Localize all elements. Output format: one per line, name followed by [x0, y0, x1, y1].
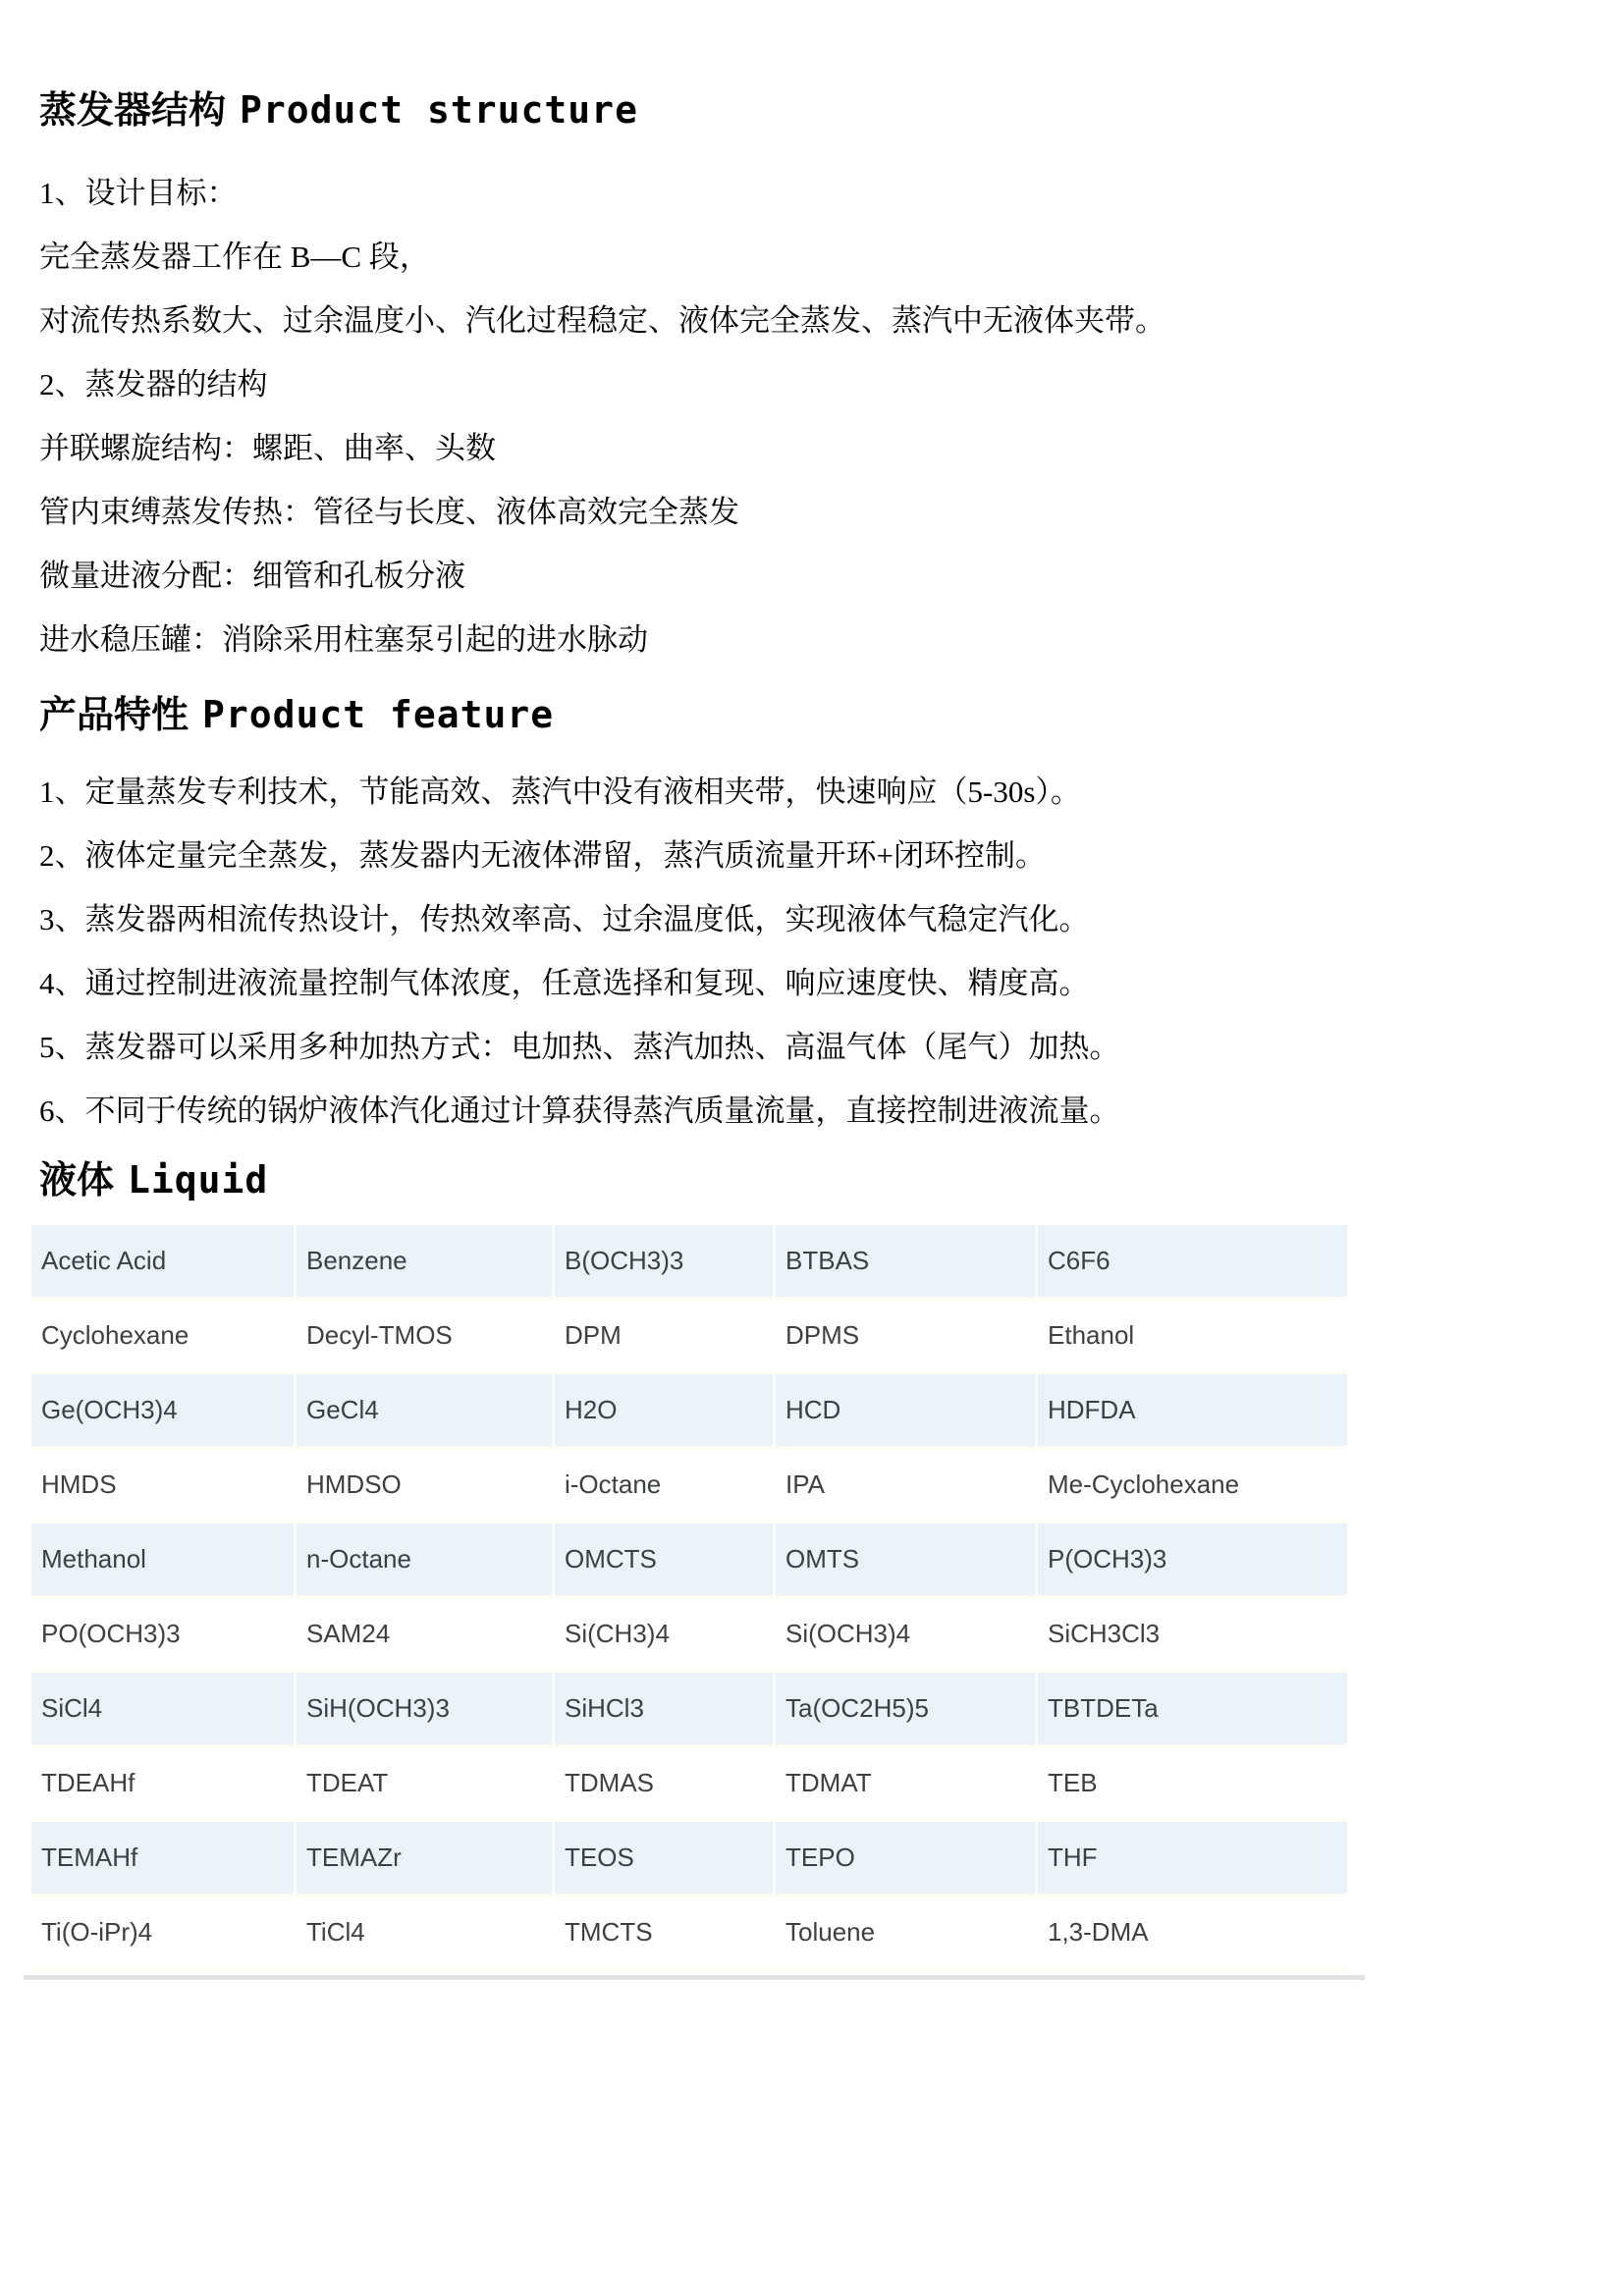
- table-cell: C6F6: [1035, 1225, 1347, 1300]
- table-cell: 1,3-DMA: [1035, 1896, 1347, 1971]
- table-cell: TBTDETa: [1035, 1673, 1347, 1747]
- table-cell: Ta(OC2H5)5: [773, 1673, 1035, 1747]
- table-cell: OMCTS: [552, 1523, 773, 1598]
- table-cell: Benzene: [294, 1225, 552, 1300]
- table-cell: TEPO: [773, 1822, 1035, 1896]
- paragraph-structure-title: 2、蒸发器的结构: [39, 367, 268, 401]
- table-cell: SAM24: [294, 1598, 552, 1673]
- table-cell: Me-Cyclohexane: [1035, 1449, 1347, 1523]
- table-cell: TiCl4: [294, 1896, 552, 1971]
- table-cell: P(OCH3)3: [1035, 1523, 1347, 1598]
- paragraph-tube-heat: 管内束缚蒸发传热：管径与长度、液体高效完全蒸发: [39, 495, 739, 529]
- table-cell: Decyl-TMOS: [294, 1300, 552, 1374]
- table-cell: THF: [1035, 1822, 1347, 1896]
- table-cell: HMDSO: [294, 1449, 552, 1523]
- table-cell: TDMAT: [773, 1747, 1035, 1822]
- table-cell: Acetic Acid: [31, 1225, 294, 1300]
- table-row: [31, 1896, 1347, 1971]
- table-row: [31, 1300, 1347, 1374]
- table-cell: Ge(OCH3)4: [31, 1374, 294, 1449]
- paragraph-goal-details: 对流传热系数大、过余温度小、汽化过程稳定、液体完全蒸发、蒸汽中无液体夹带。: [39, 303, 1165, 338]
- paragraph-spiral: 并联螺旋结构：螺距、曲率、头数: [39, 431, 496, 465]
- table-cell: Ethanol: [1035, 1300, 1347, 1374]
- feature-item-6: 6、不同于传统的锅炉液体汽化通过计算获得蒸汽质量流量，直接控制进液流量。: [39, 1094, 1120, 1128]
- liquid-heading-latin: Liquid: [128, 1158, 269, 1201]
- table-cell: i-Octane: [552, 1449, 773, 1523]
- table-cell: SiCH3Cl3: [1035, 1598, 1347, 1673]
- feature-item-2: 2、液体定量完全蒸发，蒸发器内无液体滞留，蒸汽质流量开环+闭环控制。: [39, 838, 1046, 873]
- table-cell: B(OCH3)3: [552, 1225, 773, 1300]
- table-row: [31, 1449, 1347, 1523]
- table-cell: TEOS: [552, 1822, 773, 1896]
- liquid-table: [31, 1225, 1347, 1971]
- table-row: [31, 1822, 1347, 1896]
- table-cell: SiHCl3: [552, 1673, 773, 1747]
- table-cell: TEMAHf: [31, 1822, 294, 1896]
- paragraph-working-range: 完全蒸发器工作在 B—C 段，: [39, 240, 430, 274]
- feature-section-heading: [39, 691, 1408, 738]
- liquid-section-heading: [39, 1156, 1408, 1203]
- table-cell: DPM: [552, 1300, 773, 1374]
- table-cell: TEB: [1035, 1747, 1347, 1822]
- table-cell: Cyclohexane: [31, 1300, 294, 1374]
- table-cell: GeCl4: [294, 1374, 552, 1449]
- table-cell: H2O: [552, 1374, 773, 1449]
- feature-paragraphs: [39, 760, 1408, 1143]
- structure-heading-latin: Product structure: [240, 88, 638, 132]
- table-cell: Toluene: [773, 1896, 1035, 1971]
- feature-item-1: 1、定量蒸发专利技术，节能高效、蒸汽中没有液相夹带，快速响应（5-30s）。: [39, 774, 1081, 809]
- table-cell: DPMS: [773, 1300, 1035, 1374]
- table-cell: PO(OCH3)3: [31, 1598, 294, 1673]
- paragraph-stabilizer-tank: 进水稳压罐：消除采用柱塞泵引起的进水脉动: [39, 622, 648, 657]
- table-cell: OMTS: [773, 1523, 1035, 1598]
- feature-heading-cjk: 产品特性: [39, 693, 189, 736]
- table-row: [31, 1374, 1347, 1449]
- table-cell: IPA: [773, 1449, 1035, 1523]
- table-cell: SiH(OCH3)3: [294, 1673, 552, 1747]
- table-cell: TEMAZr: [294, 1822, 552, 1896]
- table-row: [31, 1523, 1347, 1598]
- liquid-heading-cjk: 液体: [39, 1158, 115, 1201]
- table-row: [31, 1747, 1347, 1822]
- table-cell: Methanol: [31, 1523, 294, 1598]
- table-cell: n-Octane: [294, 1523, 552, 1598]
- table-cell: TDEAT: [294, 1747, 552, 1822]
- table-row: [31, 1673, 1347, 1747]
- paragraph-design-goal: 1、设计目标：: [39, 176, 238, 210]
- table-cell: Si(OCH3)4: [773, 1598, 1035, 1673]
- feature-item-5: 5、蒸发器可以采用多种加热方式：电加热、蒸汽加热、高温气体（尾气）加热。: [39, 1030, 1120, 1064]
- structure-heading-cjk: 蒸发器结构: [39, 88, 227, 132]
- feature-item-3: 3、蒸发器两相流传热设计，传热效率高、过余温度低，实现液体气稳定汽化。: [39, 902, 1090, 936]
- table-row: [31, 1225, 1347, 1300]
- table-cell: BTBAS: [773, 1225, 1035, 1300]
- table-cell: HDFDA: [1035, 1374, 1347, 1449]
- table-cell: Ti(O-iPr)4: [31, 1896, 294, 1971]
- paragraph-liquid-distribution: 微量进液分配：细管和孔板分液: [39, 559, 465, 593]
- table-row: [31, 1598, 1347, 1673]
- structure-paragraphs: [39, 161, 1408, 671]
- feature-item-4: 4、通过控制进液流量控制气体浓度，任意选择和复现、响应速度快、精度高。: [39, 966, 1090, 1000]
- structure-section-heading: [39, 86, 1408, 133]
- table-cell: HCD: [773, 1374, 1035, 1449]
- table-cell: TDEAHf: [31, 1747, 294, 1822]
- feature-heading-latin: Product feature: [202, 693, 555, 736]
- table-cell: TMCTS: [552, 1896, 773, 1971]
- table-bottom-divider: [24, 1975, 1365, 1980]
- table-cell: TDMAS: [552, 1747, 773, 1822]
- table-cell: HMDS: [31, 1449, 294, 1523]
- table-cell: Si(CH3)4: [552, 1598, 773, 1673]
- table-cell: SiCl4: [31, 1673, 294, 1747]
